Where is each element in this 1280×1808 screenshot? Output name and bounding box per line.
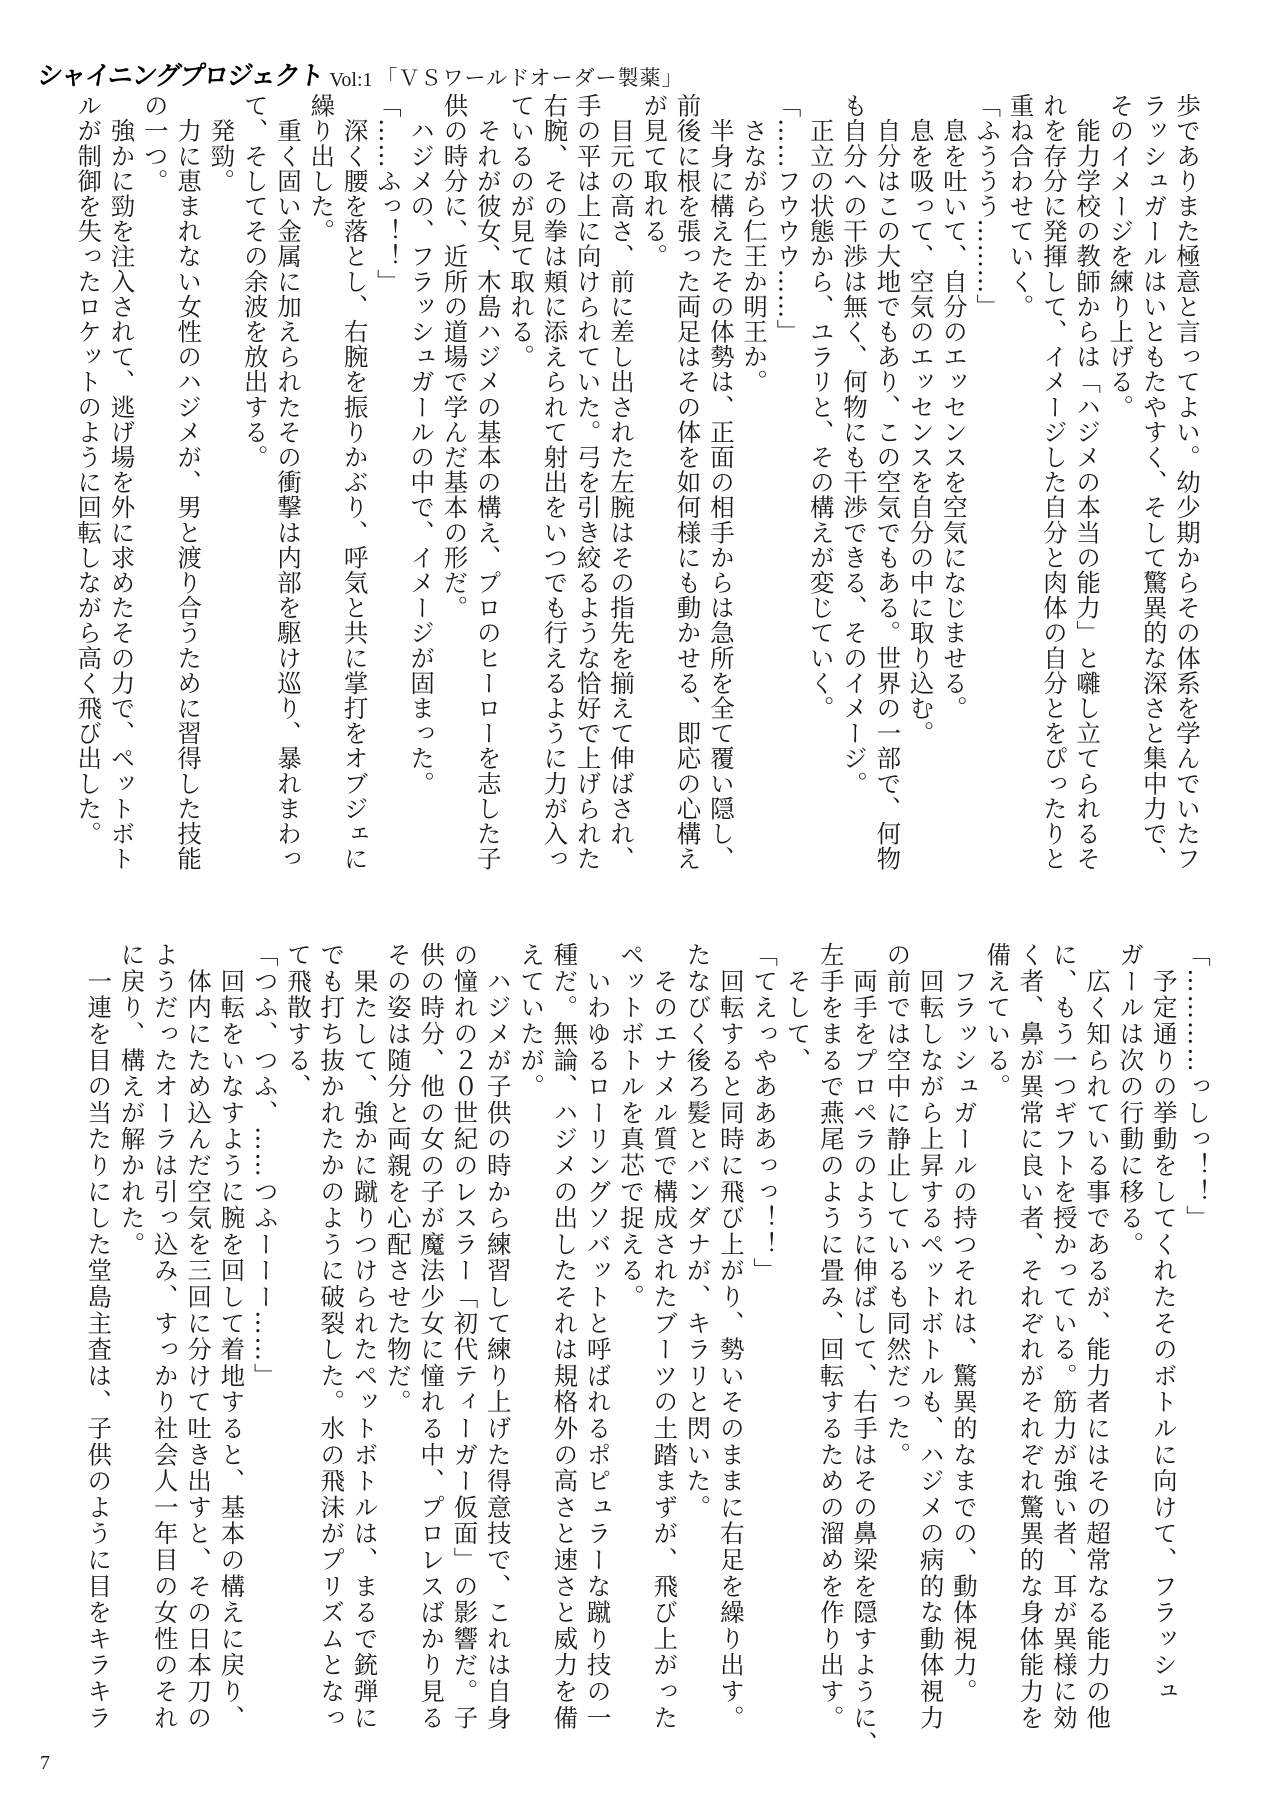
- text-line: 右腕、その拳は頬に添えられて射出をいつでも行えるように力が入っ: [540, 93, 570, 872]
- text-line: の前では空中に静止しているも同然だった。: [883, 942, 913, 1468]
- text-line: そして、: [783, 942, 813, 1074]
- text-line: ハジメが子供の時から練習して練り上げた得意技で、これは自身: [483, 942, 513, 1731]
- text-line: 一連を目の当たりにした堂島主査は、子供のように目をキラキラ: [84, 942, 114, 1731]
- text-line: 前後に根を張った両足はその体を如何様にも動かせる、即応の心構え: [673, 93, 703, 872]
- text-line: て、そしてその余波を放出する。: [240, 93, 270, 470]
- text-line: て飛散する、: [283, 942, 313, 1100]
- text-line: 「てえっやあああっっ！！」: [750, 942, 780, 1284]
- text-line: 繰り出した。: [307, 93, 337, 244]
- text-line: 「ふううう………」: [973, 93, 1003, 319]
- text-line: 深く腰を落とし、右腕を振りかぶり、呼気と共に掌打をオブジェに: [340, 93, 370, 872]
- volume-label: Vol:1: [329, 69, 373, 91]
- text-line: 息を吐いて、自分のエッセンスを空気になじませる。: [939, 93, 969, 721]
- text-line: れを存分に発揮して、イメージした自分と肉体の自分とをぴったりと: [1039, 93, 1069, 872]
- text-line: が見て取れる。: [640, 93, 670, 269]
- text-line: ルが制御を失ったロケットのように回転しながら高く飛び出した。: [74, 93, 104, 846]
- text-line: も自分への干渉は無く、何物にも干渉できる、そのイメージ。: [840, 93, 870, 796]
- text-line: 「……フウウウ……」: [773, 93, 803, 344]
- text-line: 手の平は上に向けられていた。弓を引き絞るような恰好で上げられた: [573, 93, 603, 872]
- text-line: 重ね合わせていく。: [1006, 93, 1036, 319]
- text-line: 回転しながら上昇するペットボトルも、ハジメの病的な動体視力: [916, 942, 946, 1731]
- text-line: フラッシュガールの持つそれは、驚異的なまでの、動体視力。: [949, 942, 979, 1705]
- text-line: それが彼女、木島ハジメの基本の構え、プロのヒーローを志した子: [473, 93, 503, 872]
- text-line: 息を吸って、空気のエッセンスを自分の中に取り込む。: [906, 93, 936, 746]
- text-line: えていたが。: [517, 942, 547, 1100]
- text-line: たなびく後ろ髪とバンダナが、キラリと閃いた。: [683, 942, 713, 1521]
- text-line: ているのが見て取れる。: [507, 93, 537, 370]
- text-line: そのイメージを練り上げる。: [1106, 93, 1136, 420]
- page-header: [35, 52, 684, 92]
- text-line: に戻り、構えが解かれた。: [117, 942, 147, 1258]
- text-line: 予定通りの挙動をしてくれたそのボトルに向けて、フラッシュ: [1149, 942, 1179, 1705]
- text-line: 強かに勁を注入されて、逃げ場を外に求めたその力で、ペットボト: [107, 93, 137, 872]
- text-line: いわゆるローリングソバットと呼ばれるポピュラーな蹴り技の一: [583, 942, 613, 1731]
- text-line: 能力学校の教師からは「ハジメの本当の能力」と囃し立てられるそ: [1073, 93, 1103, 872]
- text-line: の一つ。: [140, 93, 170, 194]
- text-line: 発勁。: [207, 93, 237, 194]
- chapter-title: 「ＶＳワールドオーダー製薬」: [376, 66, 684, 90]
- text-line: ペットボトルを真芯で捉える。: [616, 942, 646, 1311]
- text-line: ラッシュガールはいともたやすく、そして驚異的な深さと集中力で、: [1139, 93, 1169, 872]
- text-line: でも打ち抜かれたかのように破裂した。水の飛沫がプリズムとなっ: [317, 942, 347, 1731]
- text-line: 種だ。無論、ハジメの出したそれは規格外の高さと速さと威力を備: [550, 942, 580, 1731]
- text-line: の憧れの２０世紀のレスラー「初代ティーガー仮面」の影響だ。子: [450, 942, 480, 1731]
- text-line: 左手をまるで燕尾のように畳み、回転するための溜めを作り出す。: [816, 942, 846, 1731]
- text-line: 目元の高さ、前に差し出された左腕はその指先を揃えて伸ばされ、: [606, 93, 636, 872]
- text-line: 歩でありまた極意と言ってよい。幼少期からその体系を学んでいたフ: [1173, 93, 1202, 872]
- lower-text-block: [82, 942, 1214, 1762]
- upper-text-block: [72, 93, 1204, 923]
- text-line: その姿は随分と両親を心配させた物だ。: [383, 942, 413, 1416]
- text-line: 回転をいなすように腕を回して着地すると、基本の構えに戻り、: [217, 942, 247, 1731]
- text-line: 両手をプロペラのように伸ばして、右手はその鼻梁を隠すように、: [850, 942, 880, 1758]
- text-line: 供の時分、他の女の子が魔法少女に憧れる中、プロレスばかり見る: [417, 942, 447, 1731]
- text-line: 「…………っしっ！！」: [1183, 942, 1212, 1232]
- text-line: 重く固い金属に加えられたその衝撃は内部を駆け巡り、暴れまわっ: [273, 93, 303, 872]
- text-line: ガールは次の行動に移る。: [1116, 942, 1146, 1258]
- text-line: 体内にため込んだ空気を三回に分けて吐き出すと、その日本刀の: [184, 942, 214, 1731]
- text-line: 「つふ、つふ、……つふーーー……」: [250, 942, 280, 1390]
- text-line: 回転すると同時に飛び上がり、勢いそのままに右足を繰り出す。: [716, 942, 746, 1731]
- text-line: 果たして、強かに蹴りつけられたペットボトルは、まるで銃弾に: [350, 942, 380, 1731]
- text-line: 自分はこの大地でもあり、この空気でもある。世界の一部で、何物: [873, 93, 903, 872]
- text-line: 半身に構えたその体勢は、正面の相手からは急所を全て覆い隠し、: [706, 93, 736, 872]
- text-line: 供の時分に、近所の道場で学んだ基本の形だ。: [440, 93, 470, 621]
- text-line: 「……ふっ！！」: [373, 93, 403, 294]
- page-number: 7: [40, 1752, 50, 1774]
- text-line: 正立の状態から、ユラリと、その構えが変じていく。: [806, 93, 836, 721]
- text-line: 力に恵まれない女性のハジメが、男と渡り合うために習得した技能: [174, 93, 204, 872]
- text-line: 備えている。: [983, 942, 1013, 1100]
- text-line: 広く知られている事であるが、能力者にはその超常なる能力の他: [1083, 942, 1113, 1731]
- text-line: ようだったオーラは引っ込み、すっかり社会人一年目の女性のそれ: [150, 942, 180, 1731]
- text-line: そのエナメル質で構成されたブーツの土踏まずが、飛び上がった: [650, 942, 680, 1731]
- text-line: さながら仁王か明王か。: [740, 93, 770, 395]
- text-line: ハジメの、フラッシュガールの中で、イメージが固まった。: [407, 93, 437, 796]
- text-line: く者、鼻が異常に良い者、それぞれがそれぞれ驚異的な身体能力を: [1016, 942, 1046, 1731]
- text-line: に、もう一つギフトを授かっている。筋力が強い者、耳が異様に効: [1049, 942, 1079, 1731]
- series-logo: シャイニングプロジェクト: [35, 60, 326, 91]
